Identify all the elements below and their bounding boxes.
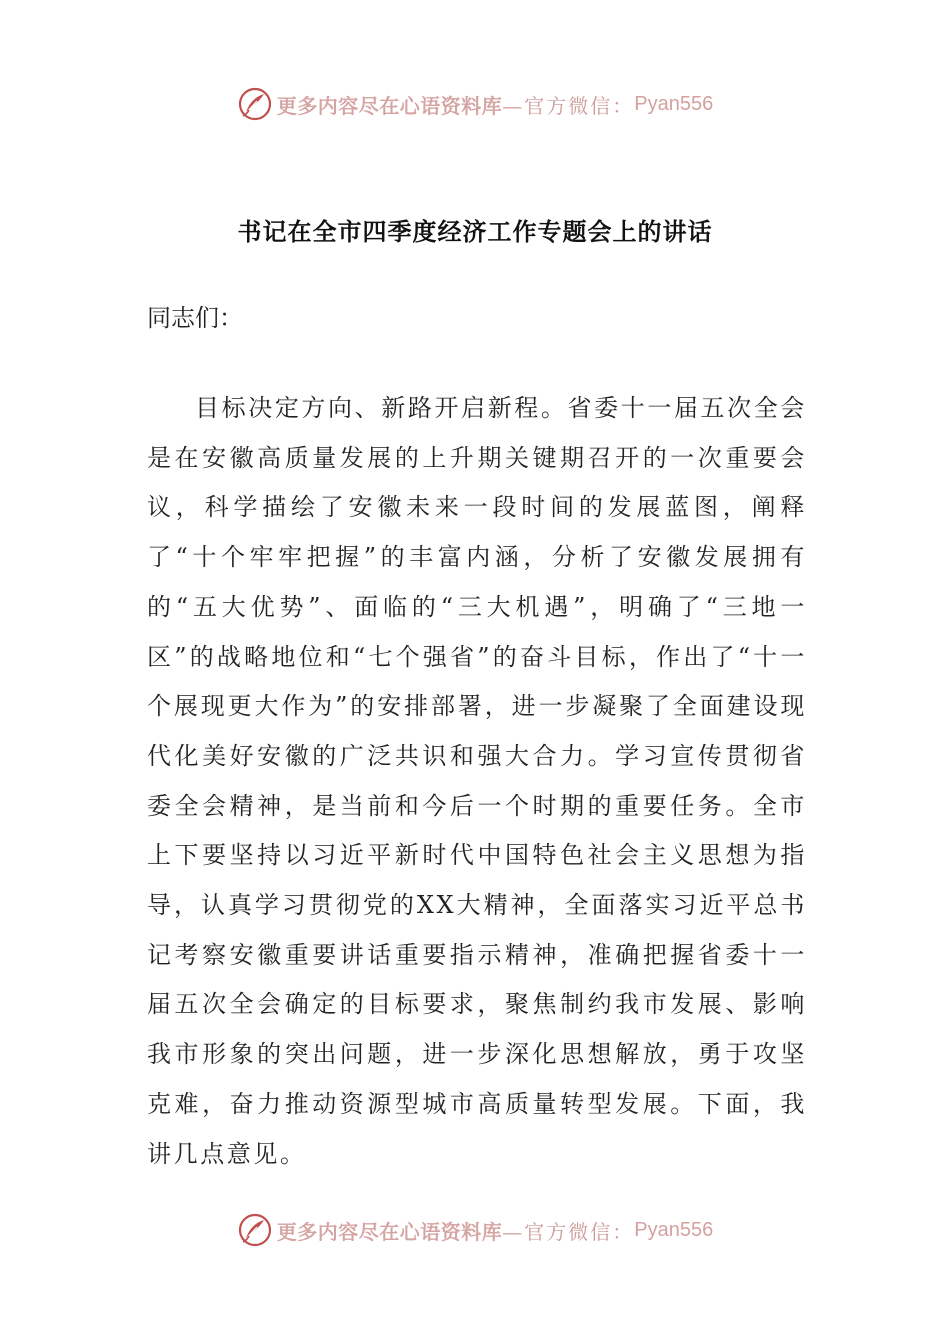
body-paragraph: 目标决定方向、新路开启新程。省委十一届五次全会是在安徽高质量发展的上升期关键期召开的一次重要会议，科学描绘了安徽未来一段时间的发展蓝图，阐释了“十个牢牢把握”的丰富内涵，分析了安徽发展拥有的“五大优势”、面临的“三大机遇”，明确了“三地一区”的战略地位和“七个强省”的奋斗目标，作出了“十一个展现更大作为”的安排部署，进一步凝聚了全面建设现代化美好安徽的广泛共识和强大合力。学习宣传贯彻省委全会精神，是当前和今后一个时期的重要任务。全市上下要坚持以习近平新时代中国特色社会主义思想为指导，认真学习贯彻党的XX大精神，全面落实习近平总书记考察安徽重要讲话重要指示精神，准确把握省委十一届五次全会确定的目标要求，聚焦制约我市发展、影响我市形象的突出问题，进一步深化思想解放，勇于攻坚克难，奋力推动资源型城市高质量转型发展。下面，我讲几点意见。 (147, 394, 807, 1168)
contact-label: —官方微信： (502, 93, 635, 118)
header-watermark (0, 84, 950, 124)
quill-logo-icon (237, 1212, 273, 1248)
footer-watermark (0, 1210, 950, 1250)
site-name: 更多内容尽在心语资料库 (276, 1219, 503, 1244)
document-title: 书记在全市四季度经济工作专题会上的讲话 (237, 217, 713, 246)
wechat-id: Pyan556 (634, 92, 714, 115)
contact-label: —官方微信： (502, 1219, 635, 1244)
salutation: 同志们： (147, 304, 243, 332)
wechat-id: Pyan556 (634, 1218, 714, 1241)
quill-logo-icon (237, 86, 273, 122)
site-name: 更多内容尽在心语资料库 (276, 93, 503, 118)
